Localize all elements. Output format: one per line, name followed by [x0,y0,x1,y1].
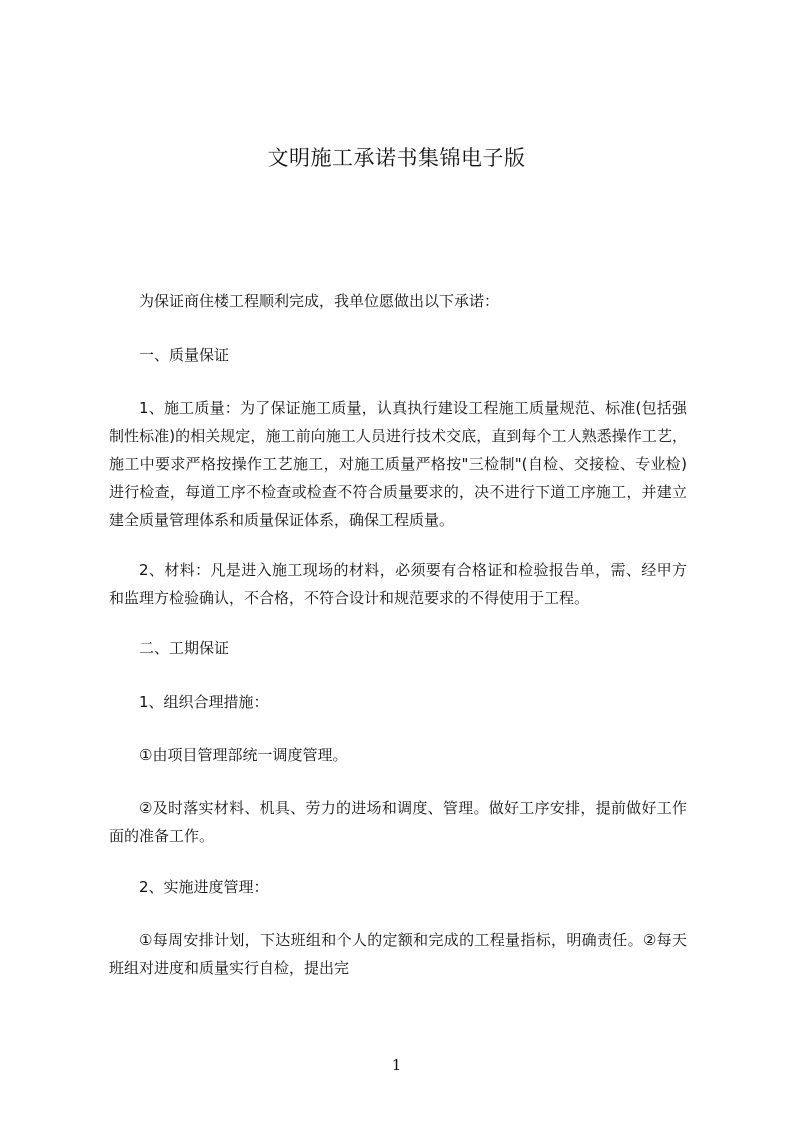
page-number: 1 [391,1056,402,1074]
paragraph-weekly-planning: ①每周安排计划，下达班组和个人的定额和完成的工程量指标，明确责任。②每天班组对进度和质量实行自检，提出完 [109,931,687,977]
paragraph-construction-quality: 1、施工质量：为了保证施工质量，认真执行建设工程施工质量规范、标准(包括强制性标准)的相关规定，施工前向施工人员进行技术交底，直到每个工人熟悉操作工艺，施工中要求严格按操作工艺施工，对施工质量严格按"三检制"(自检、交接检、专业检)进行检查，每道工序不检查或检查不符合质量要求的，决不进行下道工序施工，并建立建全质量管理体系和质量保证体系，确保工程质量。 [109,399,687,529]
section-heading-quality: 一、质量保证 [139,346,230,364]
subheading-organization-measures: 1、组织合理措施： [139,693,269,711]
list-item-material-arrangement: ②及时落实材料、机具、劳力的进场和调度、管理。做好工序安排，提前做好工作面的准备工作。 [109,799,687,845]
intro-paragraph: 为保证商住楼工程顺利完成，我单位愿做出以下承诺： [139,292,500,310]
document-title: 文明施工承诺书集锦电子版 [267,146,526,170]
subheading-progress-management: 2、实施进度管理： [139,878,269,896]
list-item-unified-management: ①由项目管理部统一调度管理。 [139,746,348,764]
paragraph-materials: 2、材料：凡是进入施工现场的材料，必须要有合格证和检验报告单，需、经甲方和监理方检验确认，不合格，不符合设计和规范要求的不得使用于工程。 [109,561,687,607]
section-heading-schedule: 二、工期保证 [139,639,230,657]
